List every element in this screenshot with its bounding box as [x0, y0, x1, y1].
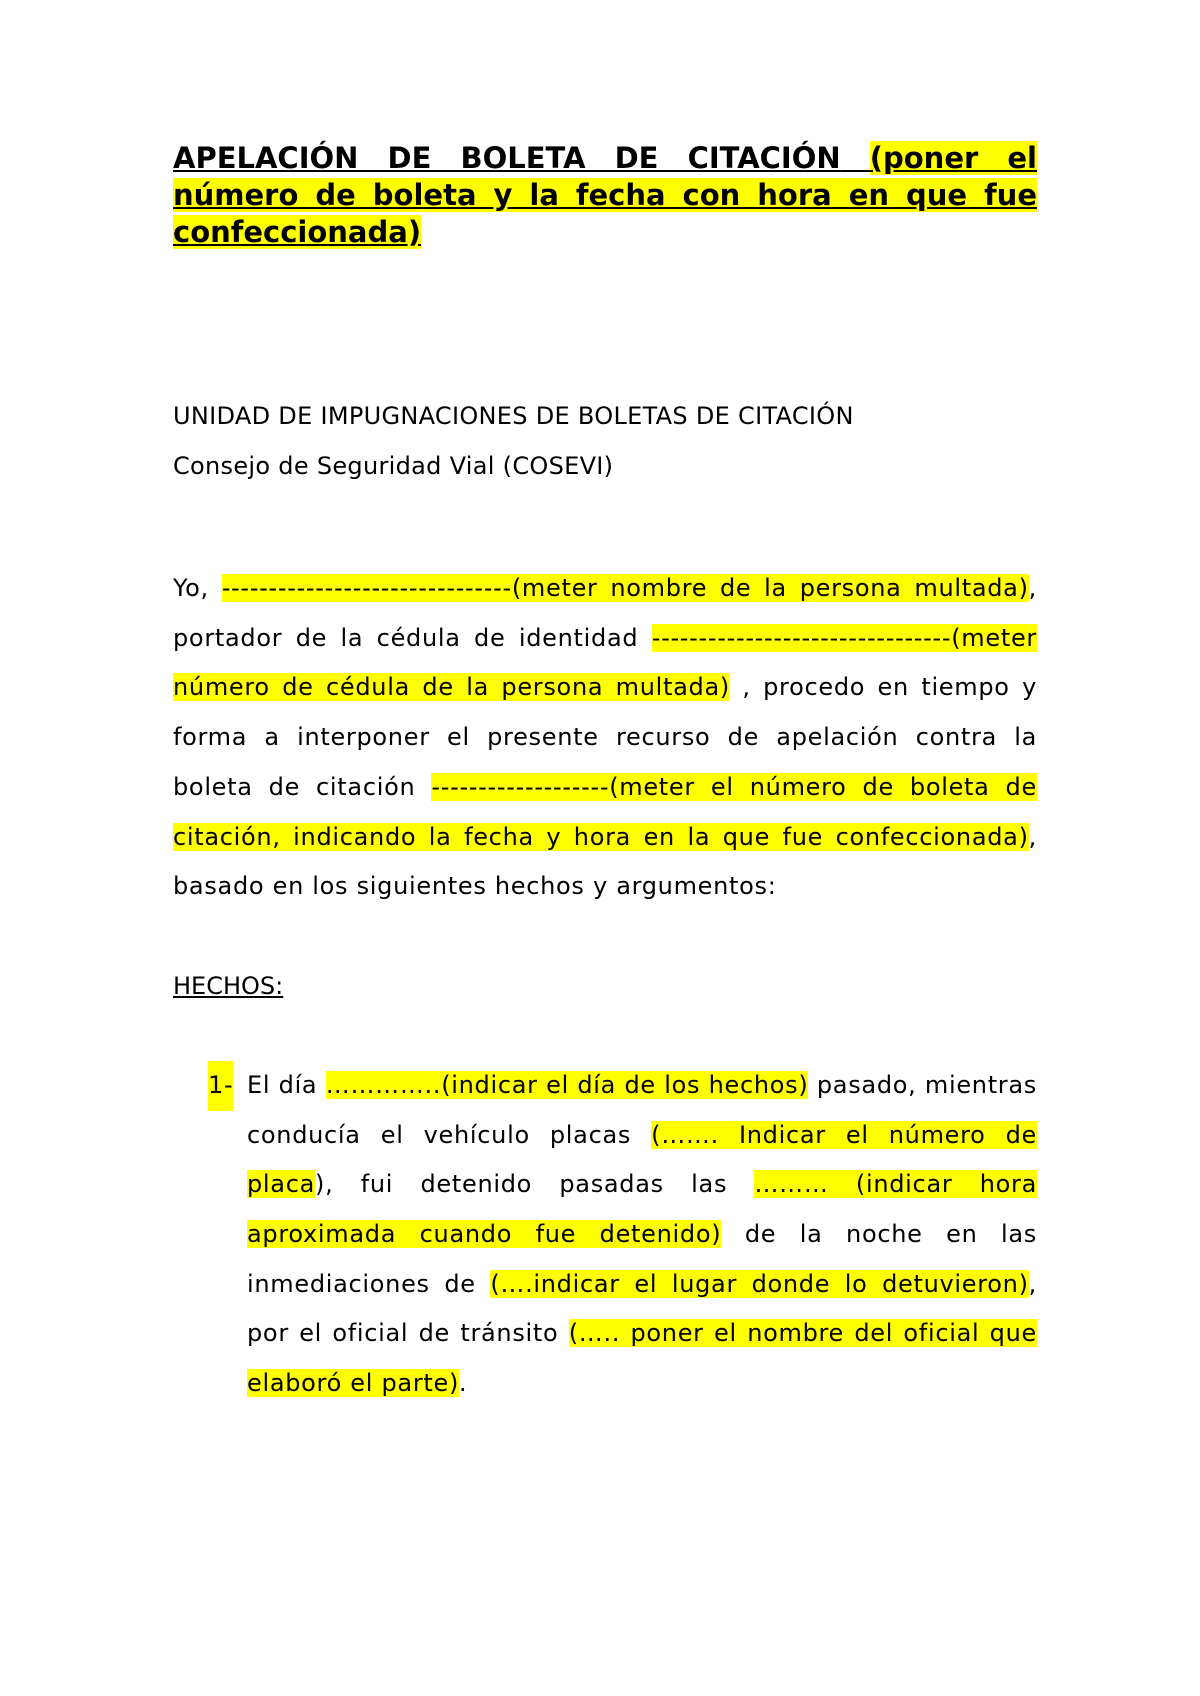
section-heading-hechos: HECHOS: — [173, 971, 284, 1000]
fact-text-6: . — [459, 1369, 468, 1398]
fact-text-1: El día — [247, 1070, 318, 1099]
fact-text-2: pasado, mientras conducía el vehículo placas — [247, 1070, 1037, 1149]
recipient-block — [173, 391, 1037, 491]
fact-officer-highlight: (….. poner el nombre del oficial que elaboró el parte) — [247, 1319, 1037, 1398]
intro-text-4: , basado en los siguientes hechos y argumentos: — [173, 822, 1037, 901]
fact-text-5: , por el oficial de tránsito — [247, 1269, 1037, 1348]
intro-id-highlight: --------------------------------(meter número de cédula de la persona multada) — [173, 623, 1037, 702]
intro-text-2: , portador de la cédula de identidad — [173, 574, 1037, 652]
fact-text-4: de la noche en las inmediaciones de — [247, 1220, 1037, 1298]
recipient-council: Consejo de Seguridad Vial (COSEVI) — [173, 452, 614, 480]
document-title — [173, 140, 1037, 251]
fact-day-highlight: …………..(indicar el día de los hechos) — [325, 1070, 809, 1099]
document-content — [173, 140, 1037, 1409]
fact-item-1 — [173, 1061, 1037, 1409]
fact-time-highlight: ……… (indicar hora aproximada cuando fue detenido) — [247, 1170, 1037, 1249]
title-main: APELACIÓN DE BOLETA DE CITACIÓN — [173, 141, 841, 175]
intro-text-3: , procedo en tiempo y forma a interponer el presente recurso de apelación contra la boleta de citación — [173, 673, 1037, 801]
fact-plate-highlight: (……. Indicar el número de placa — [247, 1120, 1037, 1199]
fact-text-3: ), fui detenido pasadas las — [315, 1170, 728, 1199]
intro-text-1: Yo, — [173, 574, 209, 602]
title-note-highlight: (poner el número de boleta y la fecha con hora en que fue confeccionada) — [173, 141, 1037, 249]
fact-number: 1- — [208, 1061, 233, 1111]
intro-name-highlight: -------------------------------(meter nombre de la persona multada) — [221, 574, 1029, 602]
fact-place-highlight: (….indicar el lugar donde lo detuvieron) — [490, 1269, 1029, 1298]
recipient-unit: UNIDAD DE IMPUGNACIONES DE BOLETAS DE CITACIÓN — [173, 402, 854, 430]
intro-paragraph — [173, 564, 1037, 912]
intro-ticket-highlight: -------------------(meter el número de boleta de citación, indicando la fecha y hora en la que fue confeccionada) — [173, 772, 1037, 851]
